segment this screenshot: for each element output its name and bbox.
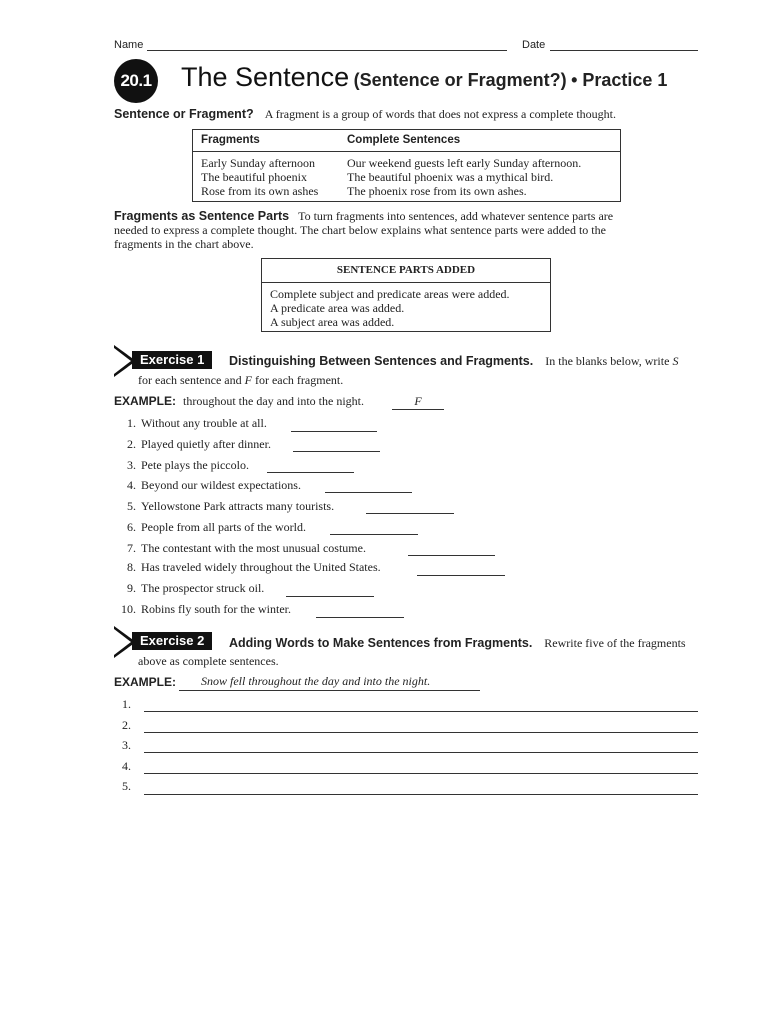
- title-practice: • Practice 1: [571, 70, 668, 90]
- write-line-4[interactable]: [144, 773, 698, 774]
- intro-text: A fragment is a group of words that does not express a complete thought.: [264, 107, 617, 121]
- page-title: [181, 62, 667, 93]
- exercise1-example: EXAMPLE: throughout the day and into the night.: [114, 394, 364, 408]
- exercise1-instructions: for each sentence and F for each fragment.: [138, 373, 344, 387]
- exercise2-label: Exercise 2: [132, 632, 212, 650]
- exercise2-example-text: Snow fell throughout the day and into the night.: [179, 674, 480, 691]
- answer-blank-2[interactable]: [293, 451, 380, 452]
- table2-header: SENTENCE PARTS ADDED: [336, 264, 476, 276]
- title-main: The Sentence: [181, 62, 350, 92]
- answer-blank-8[interactable]: [417, 575, 505, 576]
- exercise1-heading-line: Distinguishing Between Sentences and Fragments. In the blanks below, write S: [229, 354, 679, 368]
- table-header-fragments: Fragments: [201, 134, 260, 146]
- answer-blank-7[interactable]: [408, 555, 495, 556]
- date-field[interactable]: [550, 50, 698, 51]
- example-answer: F: [392, 394, 444, 410]
- intro: [114, 107, 616, 122]
- table-header-sentences: Complete Sentences: [347, 134, 461, 146]
- list-item: 2. Played quietly after dinner.: [127, 437, 271, 451]
- list-item: 9. The prospector struck oil.: [127, 581, 265, 595]
- table-divider: [193, 151, 620, 152]
- parts-heading: Fragments as Sentence Parts: [114, 209, 290, 223]
- name-field[interactable]: [147, 50, 507, 51]
- answer-blank-4[interactable]: [325, 492, 412, 493]
- write-line-1[interactable]: [144, 711, 698, 712]
- write-line-2[interactable]: [144, 732, 698, 733]
- list-item: 8. Has traveled widely throughout the United States.: [127, 560, 381, 574]
- answer-blank-6[interactable]: [330, 534, 418, 535]
- list-item: 10. Robins fly south for the winter.: [121, 602, 291, 616]
- date-label: Date: [522, 39, 546, 51]
- parts-paragraph: Fragments as Sentence Parts To turn fragments into sentences, add whatever sentence parts are needed to express a complete thought. The chart below explains what sentence parts were added to the fragments in the chart above.: [114, 209, 614, 251]
- fragments-table: [192, 129, 621, 202]
- line-number: 5.: [122, 779, 131, 793]
- list-item: 6. People from all parts of the world.: [127, 520, 306, 534]
- list-item: 4. Beyond our wildest expectations.: [127, 478, 301, 492]
- answer-blank-3[interactable]: [267, 472, 354, 473]
- line-number: 3.: [122, 738, 131, 752]
- example-label: EXAMPLE:: [114, 394, 177, 408]
- list-item: 7. The contestant with the most unusual costume.: [127, 541, 366, 555]
- answer-blank-5[interactable]: [366, 513, 454, 514]
- answer-blank-10[interactable]: [316, 617, 404, 618]
- table-row: Complete subject and predicate areas were added. A predicate area was added. A subject area was added.: [270, 287, 510, 329]
- example-label: EXAMPLE:: [114, 675, 177, 689]
- line-number: 2.: [122, 718, 131, 732]
- exercise2-heading: Adding Words to Make Sentences from Fragments.: [229, 636, 533, 650]
- name-label: Name: [114, 39, 144, 51]
- write-line-5[interactable]: [144, 794, 698, 795]
- intro-heading: Sentence or Fragment?: [114, 107, 254, 121]
- answer-blank-1[interactable]: [291, 431, 377, 432]
- exercise1-label: Exercise 1: [132, 351, 212, 369]
- list-item: 5. Yellowstone Park attracts many tourists.: [127, 499, 335, 513]
- table-row: Our weekend guests left early Sunday afternoon. The beautiful phoenix was a mythical bird. The phoenix rose from its own ashes.: [347, 156, 582, 198]
- table-divider: [262, 282, 550, 283]
- write-line-3[interactable]: [144, 752, 698, 753]
- exercise2-instructions: above as complete sentences.: [138, 654, 279, 668]
- line-number: 4.: [122, 759, 131, 773]
- table-row: Early Sunday afternoon The beautiful phoenix Rose from its own ashes: [201, 156, 319, 198]
- list-item: 3. Pete plays the piccolo.: [127, 458, 249, 472]
- answer-blank-9[interactable]: [286, 596, 374, 597]
- section-badge: 20.1: [114, 59, 158, 103]
- sentence-parts-table: [261, 258, 551, 332]
- title-sub: (Sentence or Fragment?): [353, 70, 567, 90]
- list-item: 1. Without any trouble at all.: [127, 416, 267, 430]
- exercise1-heading: Distinguishing Between Sentences and Fragments.: [229, 354, 534, 368]
- line-number: 1.: [122, 697, 131, 711]
- exercise2-heading-line: Adding Words to Make Sentences from Fragments. Rewrite five of the fragments: [229, 636, 686, 650]
